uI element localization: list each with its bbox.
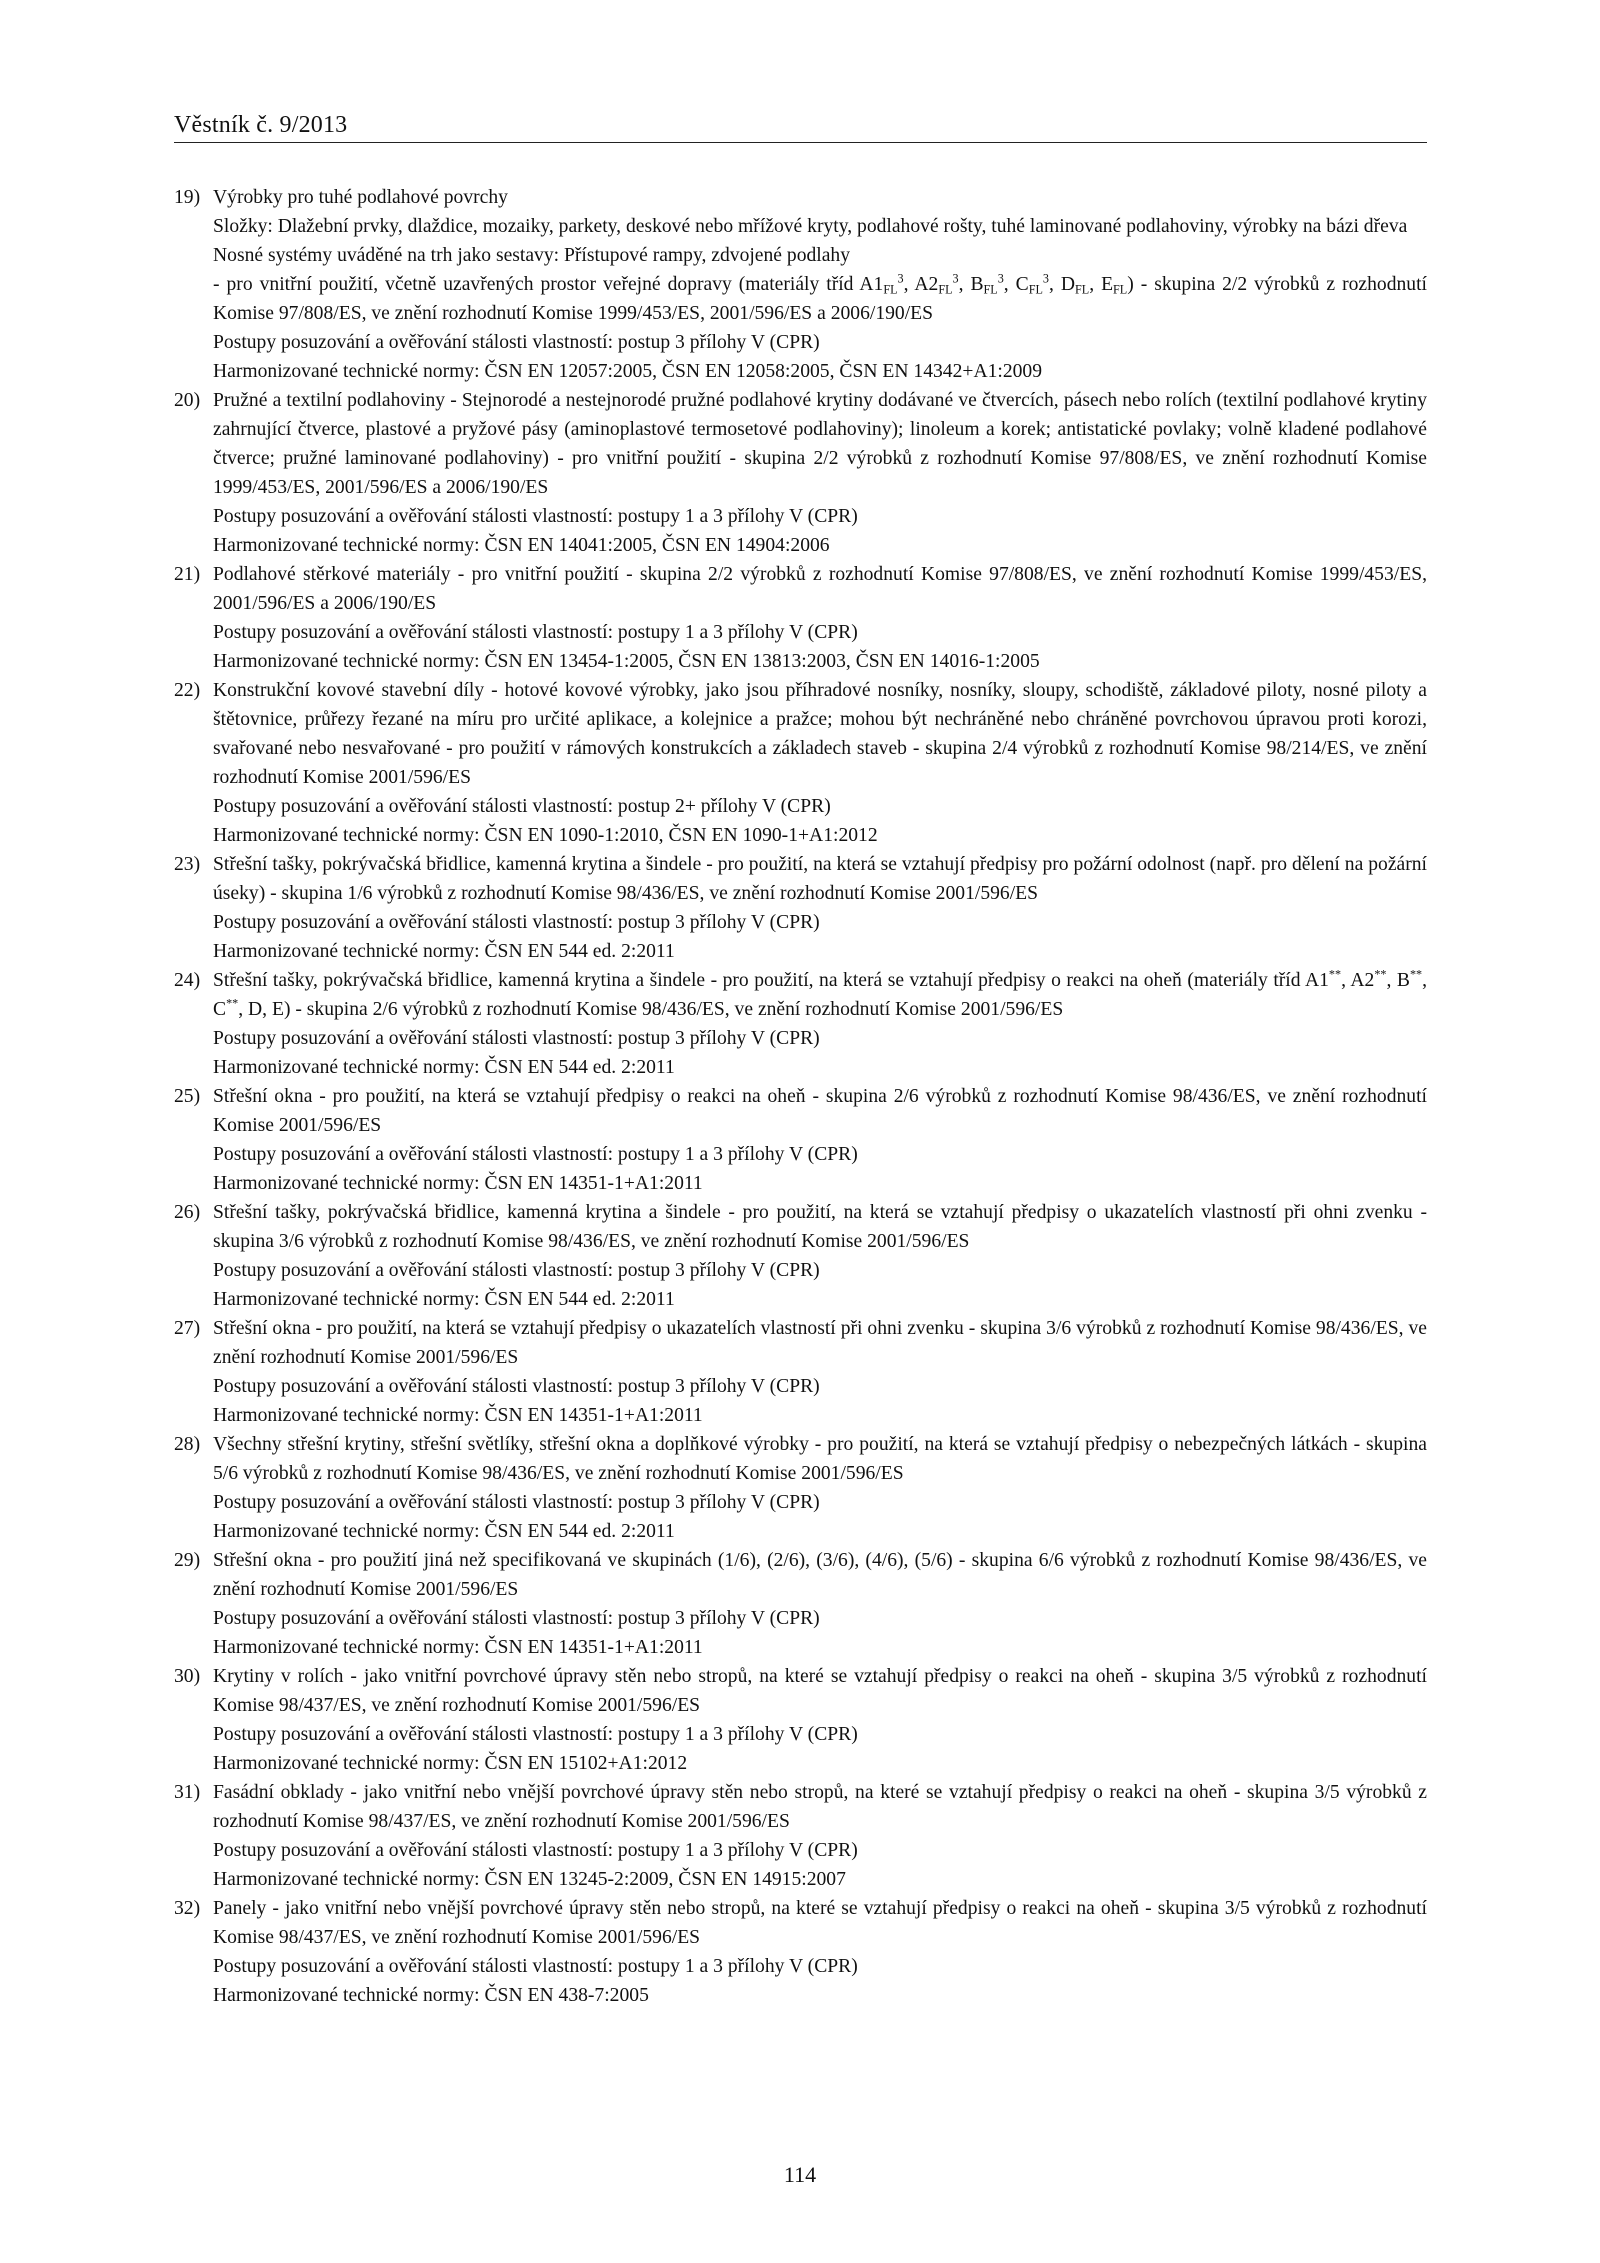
class-bfl: $B_{FL}^3$ xyxy=(970,271,1004,297)
item-number: 30) xyxy=(174,1666,201,1687)
item-description xyxy=(213,1546,1427,1662)
item-procedures: Postupy posuzování a ověřování stálosti vlastností: postup 3 přílohy V (CPR) xyxy=(213,1492,820,1513)
item-standards: Harmonizované technické normy: ČSN EN 544 ed. 2:2011 xyxy=(213,1521,675,1542)
list-item xyxy=(174,1082,1427,1198)
list-item xyxy=(174,1314,1427,1430)
item-standards: Harmonizované technické normy: ČSN EN 544 ed. 2:2011 xyxy=(213,941,675,962)
item-title: Všechny střešní krytiny, střešní světlíky, střešní okna a doplňkové výrobky - pro použití, na která se vztahují předpisy o nebezpečných látkách - skupina 5/6 výrobků z rozhodnutí Komise 98/436/ES, ve znění rozhodnutí Komise 2001/596/ES xyxy=(213,1434,1427,1484)
product-list xyxy=(174,183,1427,2010)
list-item xyxy=(174,1894,1427,2010)
list-item xyxy=(174,966,1427,1082)
item-title: Krytiny v rolích - jako vnitřní povrchové úpravy stěn nebo stropů, na které se vztahují předpisy o reakci na oheň - skupina 3/5 výrobků z rozhodnutí Komise 98/437/ES, ve znění rozhodnutí Komise 2001/596/ES xyxy=(213,1666,1427,1716)
item-number: 22) xyxy=(174,680,201,701)
item-number: 26) xyxy=(174,1202,201,1223)
class-efl: $E_{FL}$ xyxy=(1101,274,1128,297)
item-procedures: Postupy posuzování a ověřování stálosti vlastností: postup 2+ přílohy V (CPR) xyxy=(213,796,831,817)
page-number: 114 xyxy=(783,2162,817,2187)
item-procedures: Postupy posuzování a ověřování stálosti vlastností: postup 3 přílohy V (CPR) xyxy=(213,1260,820,1281)
item-title: Střešní tašky, pokrývačská břidlice, kamenná krytina a šindele - pro použití, na která se vztahují předpisy o reakci na oheň (materiály tříd A1**, A2**, B**, C**, D, E) - skupina 2/6 výrobků z rozhodnutí Komise 98/436/ES, ve znění rozhodnutí Komise 2001/596/ES xyxy=(213,967,1428,1020)
list-item xyxy=(174,1430,1427,1546)
item-procedures: Postupy posuzování a ověřování stálosti vlastností: postupy 1 a 3 přílohy V (CPR) xyxy=(213,506,858,527)
item-description xyxy=(213,1662,1427,1778)
item-description xyxy=(213,386,1427,560)
item-description xyxy=(213,1894,1427,2010)
list-item xyxy=(174,386,1427,560)
item-procedures: Postupy posuzování a ověřování stálosti vlastností: postup 3 přílohy V (CPR) xyxy=(213,1028,820,1049)
item-procedures: Postupy posuzování a ověřování stálosti vlastností: postupy 1 a 3 přílohy V (CPR) xyxy=(213,1840,858,1861)
journal-title: Věstník č. 9/2013 xyxy=(174,112,348,138)
item-procedures: Postupy posuzování a ověřování stálosti vlastností: postup 3 přílohy V (CPR) xyxy=(213,1376,820,1397)
item-title: Fasádní obklady - jako vnitřní nebo vnější povrchové úpravy stěn nebo stropů, na které se vztahují předpisy o reakci na oheň - skupina 3/5 výrobků z rozhodnutí Komise 98/437/ES, ve znění rozhodnutí Komise 2001/596/ES xyxy=(213,1782,1427,1832)
item-procedures: Postupy posuzování a ověřování stálosti vlastností: postupy 1 a 3 přílohy V (CPR) xyxy=(213,1144,858,1165)
item-procedures: Postupy posuzování a ověřování stálosti vlastností: postup 3 přílohy V (CPR) xyxy=(213,1608,820,1629)
item-description xyxy=(213,850,1427,966)
item-standards: Harmonizované technické normy: ČSN EN 15102+A1:2012 xyxy=(213,1753,688,1774)
item-usage: - pro vnitřní použití, včetně uzavřených prostor veřejné dopravy (materiály tříd $A1_{FL}^3$, $A2_{FL}^3$, $B_{FL}^3$, $C_{FL}^3$, $D_{FL}$, $E_{FL}$) - skupina 2/2 výrobků z rozhodnutí Komise 97/808/ES, ve znění rozhodnutí Komise 1999/453/ES, 2001/596/ES a 2006/190/ES xyxy=(213,271,1427,324)
item-description xyxy=(213,1778,1427,1894)
page-footer xyxy=(0,2162,1600,2188)
item-description xyxy=(213,1314,1427,1430)
item-standards: Harmonizované technické normy: ČSN EN 544 ed. 2:2011 xyxy=(213,1057,675,1078)
item-procedures: Postupy posuzování a ověřování stálosti vlastností: postup 3 přílohy V (CPR) xyxy=(213,332,820,353)
list-item xyxy=(174,850,1427,966)
item-number: 31) xyxy=(174,1782,201,1803)
item-procedures: Postupy posuzování a ověřování stálosti vlastností: postupy 1 a 3 přílohy V (CPR) xyxy=(213,1956,858,1977)
list-item xyxy=(174,1546,1427,1662)
class-cfl: $C_{FL}^3$ xyxy=(1015,271,1049,297)
item-title: Konstrukční kovové stavební díly - hotové kovové výrobky, jako jsou příhradové nosníky, nosníky, sloupy, schodiště, základové piloty, nosné piloty a štětovnice, průřezy řezané na míru pro určité aplikace, a kolejnice a pražce; mohou být nechráněné nebo chráněné povrchovou úpravou proti korozi, svařované nebo nesvařované - pro použití v rámových konstrukcích a základech staveb - skupina 2/4 výrobků z rozhodnutí Komise 98/214/ES, ve znění rozhodnutí Komise 2001/596/ES xyxy=(213,680,1427,788)
item-procedures: Postupy posuzování a ověřování stálosti vlastností: postupy 1 a 3 přílohy V (CPR) xyxy=(213,622,858,643)
list-item xyxy=(174,560,1427,676)
class-a2fl: $A2_{FL}^3$ xyxy=(914,271,959,297)
item-standards: Harmonizované technické normy: ČSN EN 14351-1+A1:2011 xyxy=(213,1637,703,1658)
item-title: Výrobky pro tuhé podlahové povrchy xyxy=(213,187,508,208)
item-number: 32) xyxy=(174,1898,201,1919)
item-title: Panely - jako vnitřní nebo vnější povrchové úpravy stěn nebo stropů, na které se vztahují předpisy o reakci na oheň - skupina 3/5 výrobků z rozhodnutí Komise 98/437/ES, ve znění rozhodnutí Komise 2001/596/ES xyxy=(213,1898,1427,1948)
item-standards: Harmonizované technické normy: ČSN EN 12057:2005, ČSN EN 12058:2005, ČSN EN 14342+A1:2009 xyxy=(213,361,1043,382)
item-description xyxy=(213,966,1427,1082)
class-c: C** xyxy=(213,996,239,1020)
item-description xyxy=(213,1430,1427,1546)
class-dfl: $D_{FL}$ xyxy=(1060,274,1090,297)
item-components: Složky: Dlažební prvky, dlaždice, mozaiky, parkety, deskové nebo mřížové kryty, podlahové rošty, tuhé laminované podlahoviny, výrobky na bázi dřeva xyxy=(213,216,1408,237)
item-systems: Nosné systémy uváděné na trh jako sestavy: Přístupové rampy, zdvojené podlahy xyxy=(213,245,851,266)
item-standards: Harmonizované technické normy: ČSN EN 14351-1+A1:2011 xyxy=(213,1173,703,1194)
item-procedures: Postupy posuzování a ověřování stálosti vlastností: postup 3 přílohy V (CPR) xyxy=(213,912,820,933)
item-number: 24) xyxy=(174,970,201,991)
item-number: 27) xyxy=(174,1318,201,1339)
class-a1fl: $A1_{FL}^3$ xyxy=(859,271,904,297)
item-standards: Harmonizované technické normy: ČSN EN 14351-1+A1:2011 xyxy=(213,1405,703,1426)
item-standards: Harmonizované technické normy: ČSN EN 438-7:2005 xyxy=(213,1985,649,2006)
item-title: Střešní okna - pro použití jiná než specifikovaná ve skupinách (1/6), (2/6), (3/6), (4/6), (5/6) - skupina 6/6 výrobků z rozhodnutí Komise 98/436/ES, ve znění rozhodnutí Komise 2001/596/ES xyxy=(213,1550,1427,1600)
item-procedures: Postupy posuzování a ověřování stálosti vlastností: postupy 1 a 3 přílohy V (CPR) xyxy=(213,1724,858,1745)
list-item xyxy=(174,183,1427,386)
list-item xyxy=(174,676,1427,850)
item-title: Podlahové stěrkové materiály - pro vnitřní použití - skupina 2/2 výrobků z rozhodnutí Komise 97/808/ES, ve znění rozhodnutí Komise 1999/453/ES, 2001/596/ES a 2006/190/ES xyxy=(213,564,1427,614)
item-number: 29) xyxy=(174,1550,201,1571)
class-a1: A1** xyxy=(1304,967,1342,991)
item-standards: Harmonizované technické normy: ČSN EN 544 ed. 2:2011 xyxy=(213,1289,675,1310)
list-item xyxy=(174,1662,1427,1778)
page-header xyxy=(174,112,1427,143)
item-standards: Harmonizované technické normy: ČSN EN 13245-2:2009, ČSN EN 14915:2007 xyxy=(213,1869,846,1890)
item-standards: Harmonizované technické normy: ČSN EN 14041:2005, ČSN EN 14904:2006 xyxy=(213,535,830,556)
class-e: E xyxy=(271,999,284,1020)
item-title: Pružné a textilní podlahoviny - Stejnorodé a nestejnorodé pružné podlahové krytiny dodávané ve čtvercích, pásech nebo rolích (textilní podlahové krytiny zahrnující čtverce, plastové a pryžové pásy (aminoplastové termosetové podlahoviny); linoleum a korek; antistatické povlaky; volně kladené podlahové čtverce; pružné laminované podlahoviny) - pro vnitřní použití - skupina 2/2 výrobků z rozhodnutí Komise 97/808/ES, ve znění rozhodnutí Komise 1999/453/ES, 2001/596/ES a 2006/190/ES xyxy=(213,390,1427,498)
item-number: 28) xyxy=(174,1434,201,1455)
item-number: 25) xyxy=(174,1086,201,1107)
item-title: Střešní tašky, pokrývačská břidlice, kamenná krytina a šindele - pro použití, na která se vztahují předpisy pro požární odolnost (např. pro dělení na požární úseky) - skupina 1/6 výrobků z rozhodnutí Komise 98/436/ES, ve znění rozhodnutí Komise 2001/596/ES xyxy=(213,854,1427,904)
item-title: Střešní okna - pro použití, na která se vztahují předpisy o reakci na oheň - skupina 2/6 výrobků z rozhodnutí Komise 98/436/ES, ve znění rozhodnutí Komise 2001/596/ES xyxy=(213,1086,1427,1136)
item-number: 23) xyxy=(174,854,201,875)
class-a2: A2** xyxy=(1350,967,1387,991)
item-number: 20) xyxy=(174,390,201,411)
item-description xyxy=(213,1198,1427,1314)
list-item xyxy=(174,1778,1427,1894)
item-description xyxy=(213,560,1427,676)
item-standards: Harmonizované technické normy: ČSN EN 1090-1:2010, ČSN EN 1090-1+A1:2012 xyxy=(213,825,878,846)
item-number: 21) xyxy=(174,564,201,585)
item-standards: Harmonizované technické normy: ČSN EN 13454-1:2005, ČSN EN 13813:2003, ČSN EN 14016-1:2005 xyxy=(213,651,1040,672)
item-number: 19) xyxy=(174,187,201,208)
item-title: Střešní tašky, pokrývačská břidlice, kamenná krytina a šindele - pro použití, na která se vztahují předpisy o ukazatelích vlastností při ohni zvenku - skupina 3/6 výrobků z rozhodnutí Komise 98/436/ES, ve znění rozhodnutí Komise 2001/596/ES xyxy=(213,1202,1427,1252)
item-description xyxy=(213,183,1427,386)
item-description xyxy=(213,676,1427,850)
item-title: Střešní okna - pro použití, na která se vztahují předpisy o ukazatelích vlastností při ohni zvenku - skupina 3/6 výrobků z rozhodnutí Komise 98/436/ES, ve znění rozhodnutí Komise 2001/596/ES xyxy=(213,1318,1427,1368)
list-item xyxy=(174,1198,1427,1314)
class-d: D xyxy=(248,999,263,1020)
item-description xyxy=(213,1082,1427,1198)
class-b: B** xyxy=(1396,967,1423,991)
